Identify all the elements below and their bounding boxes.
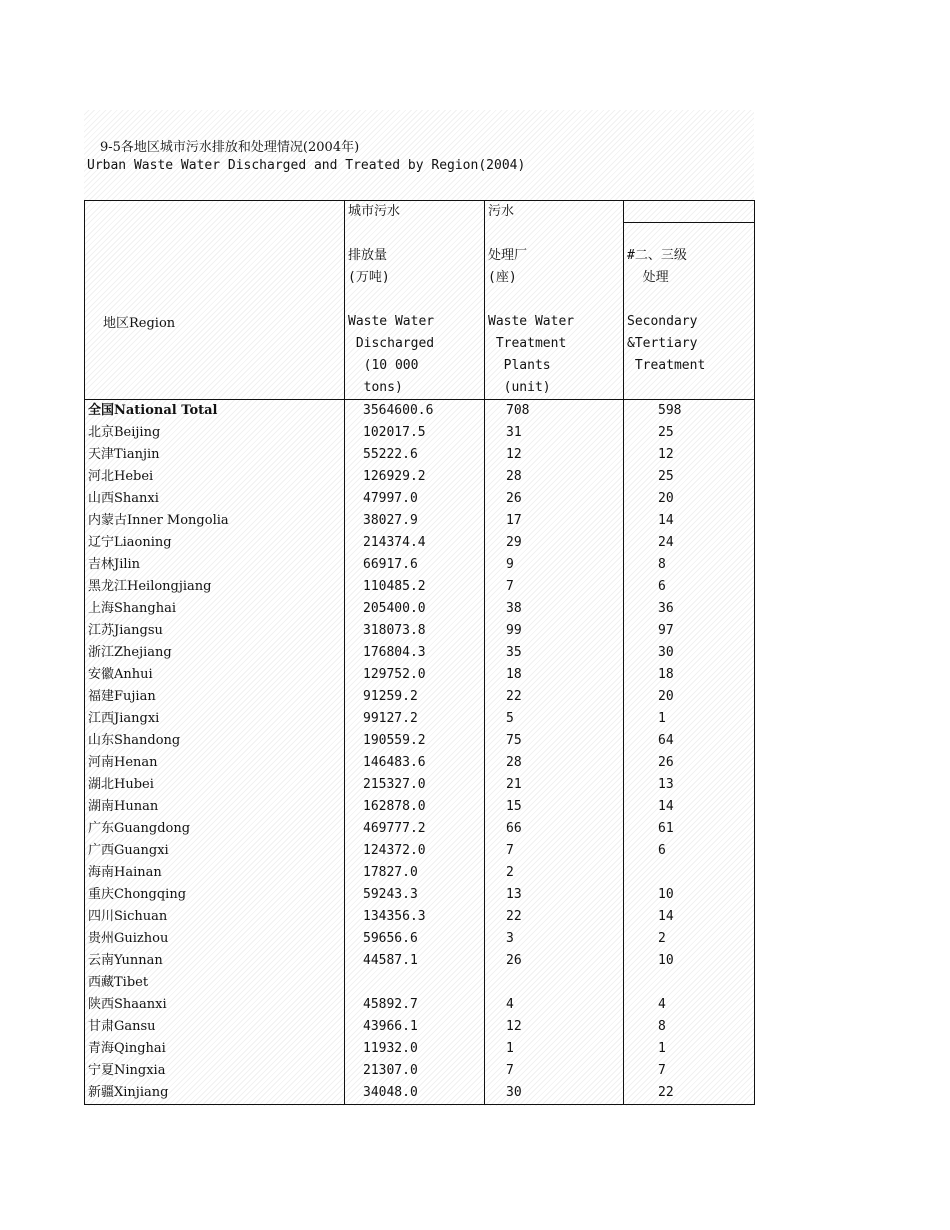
table-row	[85, 466, 755, 488]
plants-cell: 38	[485, 598, 624, 620]
plants-cell: 2	[485, 862, 624, 884]
plants-cell: 7	[485, 1060, 624, 1082]
discharged-cell: 214374.4	[345, 532, 485, 554]
discharged-cell: 126929.2	[345, 466, 485, 488]
plants-cell: 22	[485, 906, 624, 928]
region-cell: 山东Shandong	[85, 730, 345, 752]
treatment-cell: 13	[624, 774, 755, 796]
discharged-cell: 45892.7	[345, 994, 485, 1016]
discharged-cell: 34048.0	[345, 1082, 485, 1105]
header-line: Waste Water	[488, 314, 575, 329]
plants-cell: 708	[485, 400, 624, 423]
table-row	[85, 686, 755, 708]
table-title-english: Urban Waste Water Discharged and Treated by Region(2004)	[87, 158, 526, 173]
treatment-cell: 598	[624, 400, 755, 423]
region-cell: 福建Fujian	[85, 686, 345, 708]
table-row	[85, 1038, 755, 1060]
plants-cell: 9	[485, 554, 624, 576]
discharged-cell: 318073.8	[345, 620, 485, 642]
region-cell: 宁夏Ningxia	[85, 1060, 345, 1082]
treatment-cell: 1	[624, 708, 755, 730]
table-row	[85, 730, 755, 752]
region-cell: 河南Henan	[85, 752, 345, 774]
treatment-cell: 6	[624, 576, 755, 598]
region-cell: 陕西Shaanxi	[85, 994, 345, 1016]
region-cell: 上海Shanghai	[85, 598, 345, 620]
header-region	[85, 201, 345, 400]
treatment-cell: 24	[624, 532, 755, 554]
plants-cell: 31	[485, 422, 624, 444]
treatment-cell: 10	[624, 950, 755, 972]
plants-cell: 29	[485, 532, 624, 554]
region-cell: 海南Hainan	[85, 862, 345, 884]
plants-cell: 3	[485, 928, 624, 950]
region-cell: 北京Beijing	[85, 422, 345, 444]
header-sub-divider	[624, 222, 755, 223]
table-row	[85, 400, 755, 423]
table-row	[85, 752, 755, 774]
header-line: Treatment	[627, 358, 706, 373]
region-cell: 四川Sichuan	[85, 906, 345, 928]
plants-cell: 7	[485, 576, 624, 598]
discharged-cell: 205400.0	[345, 598, 485, 620]
header-discharged	[345, 201, 485, 400]
header-line: 排放量	[348, 248, 388, 263]
discharged-cell: 215327.0	[345, 774, 485, 796]
plants-cell: 28	[485, 752, 624, 774]
plants-cell: 30	[485, 1082, 624, 1105]
header-line: Treatment	[488, 336, 567, 351]
table-row	[85, 950, 755, 972]
treatment-cell: 25	[624, 466, 755, 488]
header-line: #二、三级	[627, 248, 687, 263]
discharged-cell: 38027.9	[345, 510, 485, 532]
header-line: Secondary	[627, 314, 698, 329]
treatment-cell: 14	[624, 796, 755, 818]
table-row	[85, 1060, 755, 1082]
plants-cell: 75	[485, 730, 624, 752]
plants-cell: 66	[485, 818, 624, 840]
plants-cell: 28	[485, 466, 624, 488]
header-line: (unit)	[488, 380, 551, 395]
header-line: 处理	[627, 270, 669, 285]
plants-cell: 7	[485, 840, 624, 862]
discharged-cell: 3564600.6	[345, 400, 485, 423]
table-row	[85, 576, 755, 598]
plants-cell: 12	[485, 444, 624, 466]
discharged-cell: 124372.0	[345, 840, 485, 862]
discharged-cell: 190559.2	[345, 730, 485, 752]
region-cell: 浙江Zhejiang	[85, 642, 345, 664]
discharged-cell: 176804.3	[345, 642, 485, 664]
region-cell: 湖北Hubei	[85, 774, 345, 796]
plants-cell: 15	[485, 796, 624, 818]
discharged-cell: 43966.1	[345, 1016, 485, 1038]
plants-cell: 13	[485, 884, 624, 906]
treatment-cell: 61	[624, 818, 755, 840]
table-row	[85, 928, 755, 950]
plants-cell	[485, 972, 624, 994]
discharged-cell: 129752.0	[345, 664, 485, 686]
treatment-cell: 97	[624, 620, 755, 642]
plants-cell: 35	[485, 642, 624, 664]
treatment-cell: 26	[624, 752, 755, 774]
plants-cell: 5	[485, 708, 624, 730]
discharged-cell: 11932.0	[345, 1038, 485, 1060]
header-line: 处理厂	[488, 248, 528, 263]
table-row	[85, 642, 755, 664]
treatment-cell: 14	[624, 510, 755, 532]
discharged-cell: 134356.3	[345, 906, 485, 928]
table-row	[85, 664, 755, 686]
discharged-cell: 469777.2	[345, 818, 485, 840]
table-row	[85, 510, 755, 532]
region-cell: 广西Guangxi	[85, 840, 345, 862]
table-row	[85, 906, 755, 928]
header-treatment	[624, 201, 755, 400]
plants-cell: 4	[485, 994, 624, 1016]
table-row	[85, 840, 755, 862]
header-line: (10 000	[348, 358, 419, 373]
discharged-cell: 59243.3	[345, 884, 485, 906]
region-cell: 西藏Tibet	[85, 972, 345, 994]
header-line: Waste Water	[348, 314, 435, 329]
discharged-cell: 44587.1	[345, 950, 485, 972]
treatment-cell: 20	[624, 488, 755, 510]
table-row	[85, 972, 755, 994]
region-cell: 天津Tianjin	[85, 444, 345, 466]
region-cell: 安徽Anhui	[85, 664, 345, 686]
treatment-cell: 12	[624, 444, 755, 466]
discharged-cell: 162878.0	[345, 796, 485, 818]
treatment-cell: 6	[624, 840, 755, 862]
header-line: Plants	[488, 358, 551, 373]
region-cell: 云南Yunnan	[85, 950, 345, 972]
header-line: Discharged	[348, 336, 435, 351]
treatment-cell	[624, 862, 755, 884]
region-cell: 广东Guangdong	[85, 818, 345, 840]
region-cell: 湖南Hunan	[85, 796, 345, 818]
table-row	[85, 620, 755, 642]
header-line: tons)	[348, 380, 403, 395]
region-cell: 江苏Jiangsu	[85, 620, 345, 642]
treatment-cell: 8	[624, 1016, 755, 1038]
plants-cell: 12	[485, 1016, 624, 1038]
table-title-chinese: 9-5各地区城市污水排放和处理情况(2004年)	[100, 140, 360, 155]
discharged-cell: 17827.0	[345, 862, 485, 884]
discharged-cell: 66917.6	[345, 554, 485, 576]
treatment-cell: 1	[624, 1038, 755, 1060]
treatment-cell: 4	[624, 994, 755, 1016]
table-row	[85, 708, 755, 730]
discharged-cell: 91259.2	[345, 686, 485, 708]
treatment-cell: 14	[624, 906, 755, 928]
table-row	[85, 532, 755, 554]
header-region-label: 地区Region	[103, 316, 176, 331]
discharged-cell: 59656.6	[345, 928, 485, 950]
region-cell: 河北Hebei	[85, 466, 345, 488]
treatment-cell: 30	[624, 642, 755, 664]
region-cell: 甘肃Gansu	[85, 1016, 345, 1038]
table-row	[85, 554, 755, 576]
discharged-cell: 110485.2	[345, 576, 485, 598]
plants-cell: 26	[485, 950, 624, 972]
table-row	[85, 994, 755, 1016]
region-cell: 山西Shanxi	[85, 488, 345, 510]
discharged-cell: 102017.5	[345, 422, 485, 444]
table-row	[85, 818, 755, 840]
plants-cell: 26	[485, 488, 624, 510]
treatment-cell: 7	[624, 1060, 755, 1082]
table-row	[85, 444, 755, 466]
discharged-cell: 146483.6	[345, 752, 485, 774]
discharged-cell: 47997.0	[345, 488, 485, 510]
region-cell: 新疆Xinjiang	[85, 1082, 345, 1105]
treatment-cell: 2	[624, 928, 755, 950]
region-cell: 黑龙江Heilongjiang	[85, 576, 345, 598]
table-row	[85, 422, 755, 444]
table-row	[85, 774, 755, 796]
treatment-cell: 20	[624, 686, 755, 708]
plants-cell: 21	[485, 774, 624, 796]
region-cell: 吉林Jilin	[85, 554, 345, 576]
table-row	[85, 1082, 755, 1105]
table-row	[85, 862, 755, 884]
header-line: &Tertiary	[627, 336, 698, 351]
region-cell: 全国National Total	[85, 400, 345, 423]
treatment-cell: 22	[624, 1082, 755, 1105]
plants-cell: 17	[485, 510, 624, 532]
discharged-cell	[345, 972, 485, 994]
region-cell: 贵州Guizhou	[85, 928, 345, 950]
discharged-cell: 55222.6	[345, 444, 485, 466]
table-row	[85, 796, 755, 818]
region-cell: 重庆Chongqing	[85, 884, 345, 906]
table-row	[85, 1016, 755, 1038]
treatment-cell: 8	[624, 554, 755, 576]
table-row	[85, 884, 755, 906]
region-cell: 江西Jiangxi	[85, 708, 345, 730]
treatment-cell: 18	[624, 664, 755, 686]
header-line: 污水	[488, 204, 515, 219]
treatment-cell: 25	[624, 422, 755, 444]
header-line: (座)	[488, 270, 517, 285]
treatment-cell: 10	[624, 884, 755, 906]
plants-cell: 99	[485, 620, 624, 642]
region-cell: 青海Qinghai	[85, 1038, 345, 1060]
plants-cell: 22	[485, 686, 624, 708]
region-cell: 辽宁Liaoning	[85, 532, 345, 554]
discharged-cell: 21307.0	[345, 1060, 485, 1082]
header-line: (万吨)	[348, 270, 390, 285]
region-cell: 内蒙古Inner Mongolia	[85, 510, 345, 532]
discharged-cell: 99127.2	[345, 708, 485, 730]
treatment-cell: 36	[624, 598, 755, 620]
header-plants	[485, 201, 624, 400]
table-row	[85, 598, 755, 620]
header-line: 城市污水	[348, 204, 401, 219]
waste-water-table	[84, 200, 755, 1105]
treatment-cell: 64	[624, 730, 755, 752]
plants-cell: 1	[485, 1038, 624, 1060]
table-row	[85, 488, 755, 510]
treatment-cell	[624, 972, 755, 994]
plants-cell: 18	[485, 664, 624, 686]
